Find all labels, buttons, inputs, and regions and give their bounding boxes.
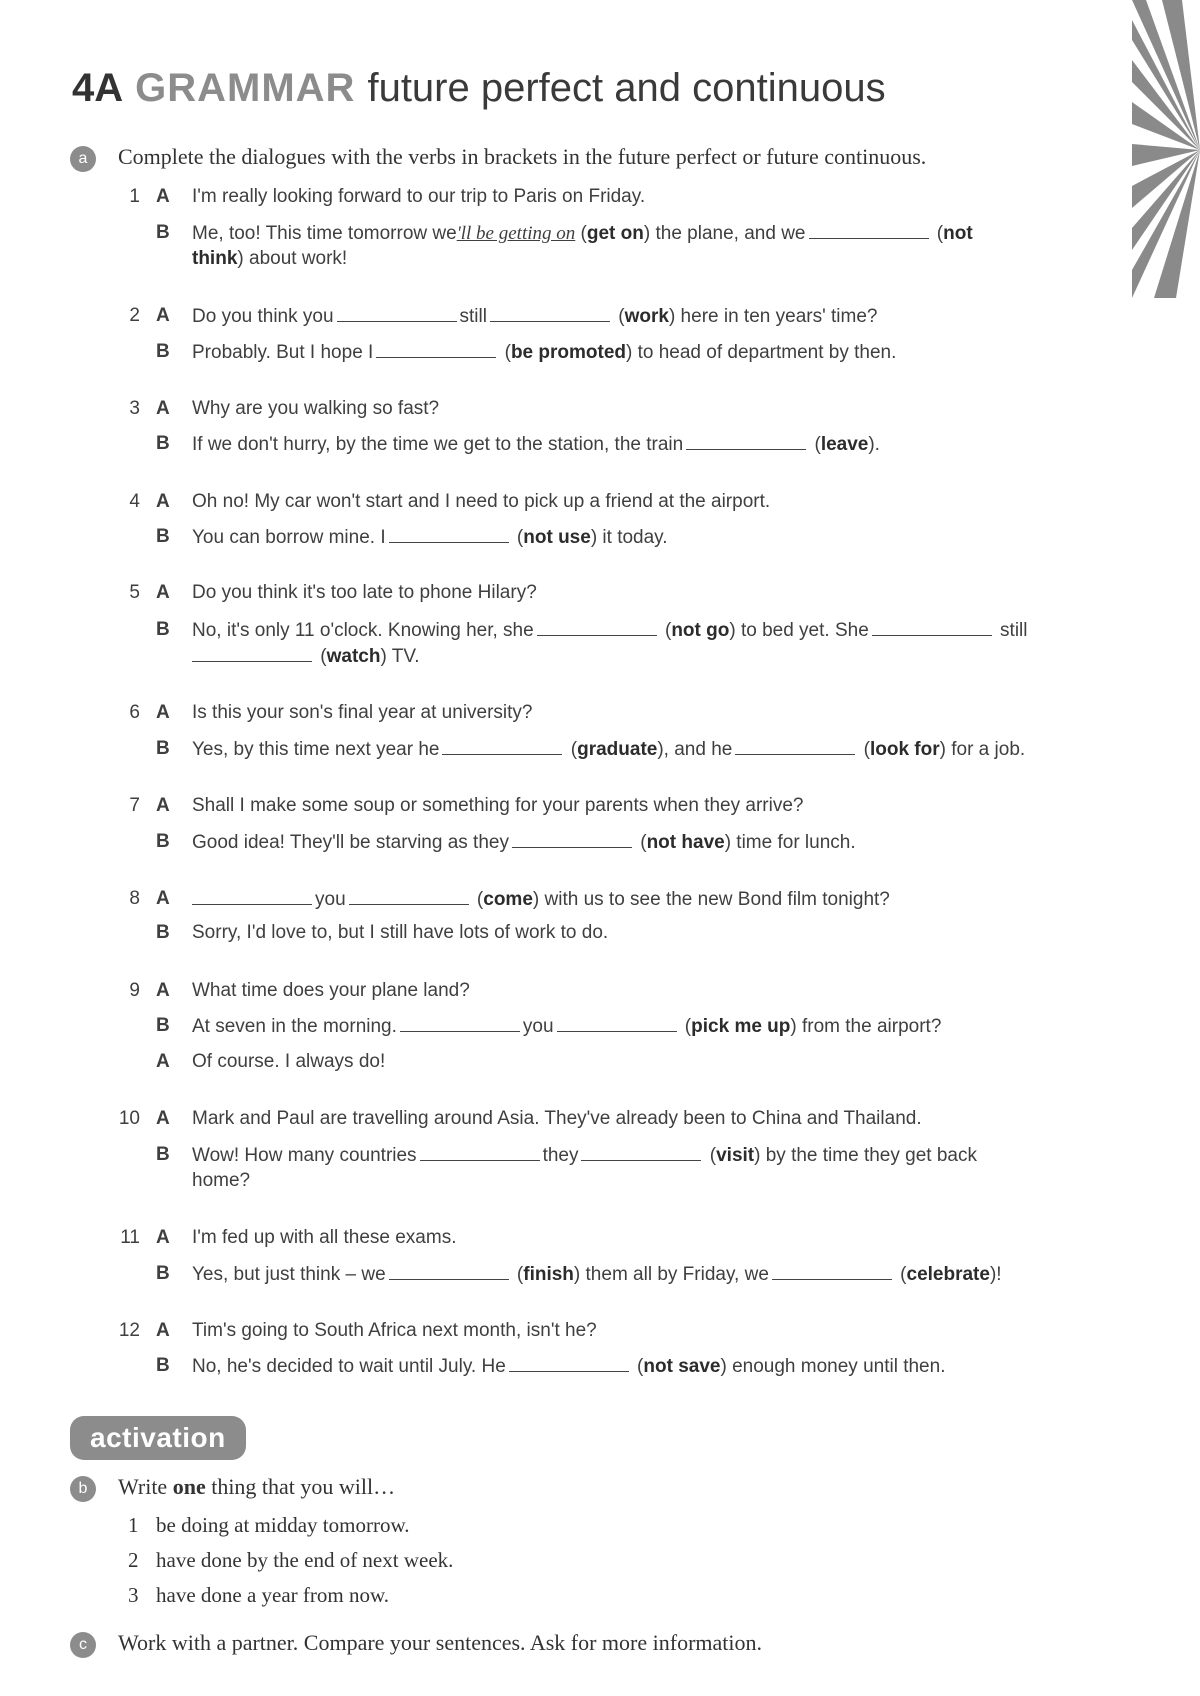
list-item: 2 have done by the end of next week. xyxy=(128,1548,454,1572)
section-c-instruction: Work with a partner. Compare your sentences. Ask for more information. xyxy=(118,1630,763,1655)
answer-blank[interactable] xyxy=(192,886,312,905)
section-label: GRAMMAR xyxy=(135,66,356,110)
answer-blank[interactable] xyxy=(509,1353,629,1372)
topic: future perfect and continuous xyxy=(367,66,886,110)
answer-blank[interactable] xyxy=(809,220,929,239)
answer-blank[interactable] xyxy=(442,736,562,755)
list-item: 3 have done a year from now. xyxy=(128,1583,390,1607)
section-a-marker: a xyxy=(70,146,96,172)
answer-blank[interactable] xyxy=(389,524,509,543)
answer-blank[interactable] xyxy=(337,303,457,322)
answer-blank[interactable] xyxy=(512,829,632,848)
answer-blank[interactable] xyxy=(581,1142,701,1161)
answer-blank[interactable] xyxy=(349,886,469,905)
answer-blank[interactable] xyxy=(686,431,806,450)
section-c-marker: c xyxy=(70,1632,96,1658)
answer-blank[interactable] xyxy=(400,1013,520,1032)
example-answer: 'll be getting on xyxy=(456,223,576,244)
answer-blank[interactable] xyxy=(772,1261,892,1280)
answer-blank[interactable] xyxy=(735,736,855,755)
answer-blank[interactable] xyxy=(389,1261,509,1280)
answer-blank[interactable] xyxy=(490,303,610,322)
answer-blank[interactable] xyxy=(420,1142,540,1161)
answer-blank[interactable] xyxy=(872,617,992,636)
list-item: 1 be doing at midday tomorrow. xyxy=(128,1513,410,1537)
answer-blank[interactable] xyxy=(192,643,312,662)
activation-banner: activation xyxy=(70,1416,246,1460)
page-title xyxy=(72,60,886,116)
section-a-instruction: Complete the dialogues with the verbs in brackets in the future perfect or future continuous. xyxy=(118,144,927,169)
answer-blank[interactable] xyxy=(376,339,496,358)
answer-blank[interactable] xyxy=(557,1013,677,1032)
unit-code: 4A xyxy=(72,66,124,110)
section-b-marker: b xyxy=(70,1476,96,1502)
section-b-instruction: Write one thing that you will… xyxy=(118,1474,396,1499)
answer-blank[interactable] xyxy=(537,617,657,636)
